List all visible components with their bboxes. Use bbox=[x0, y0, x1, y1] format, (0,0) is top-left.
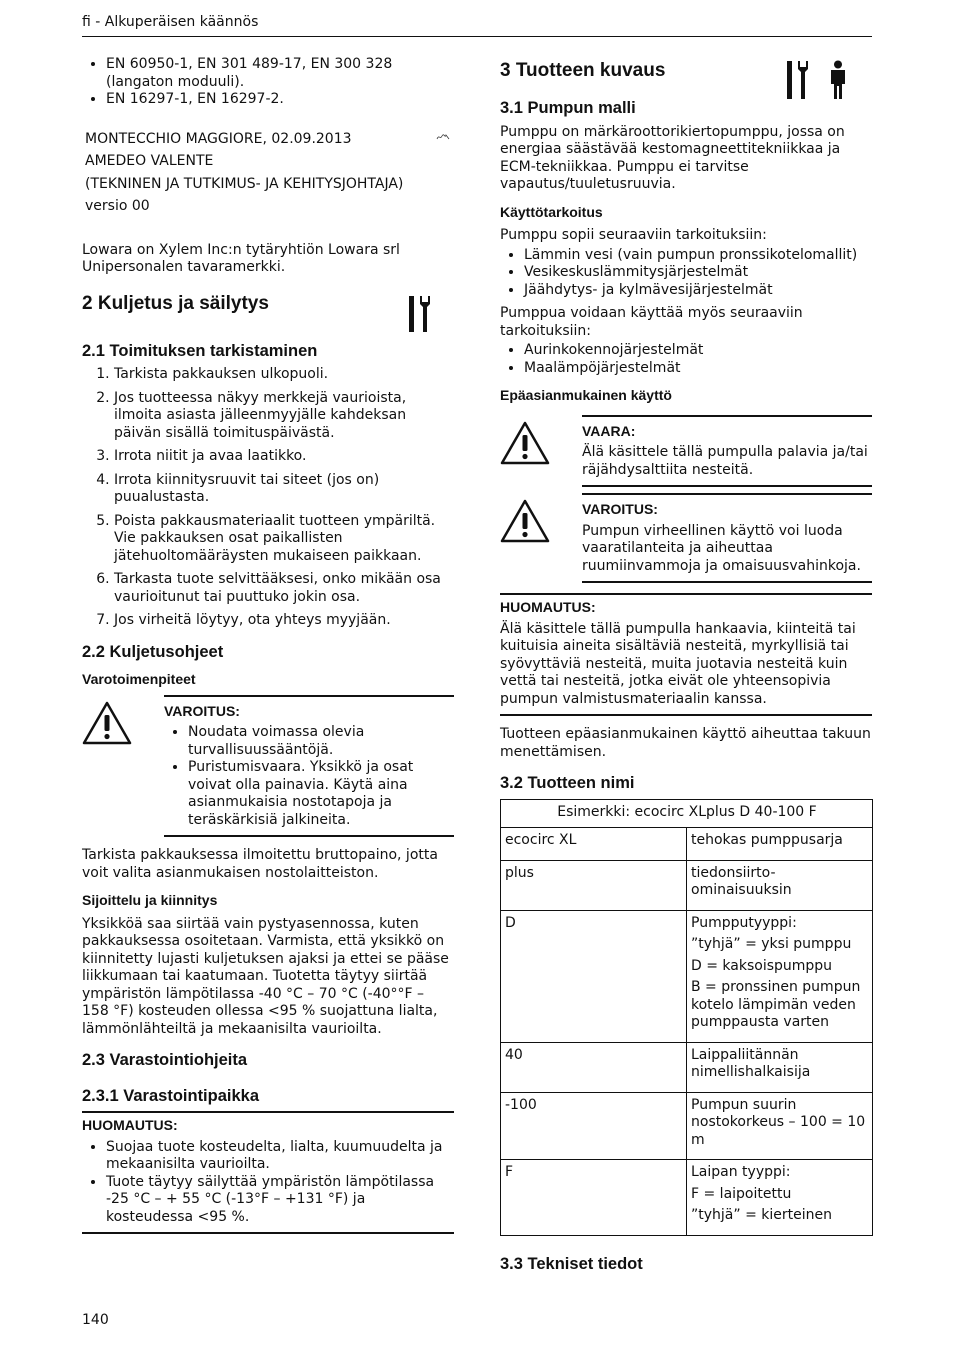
use-list bbox=[500, 247, 872, 300]
table-cell bbox=[687, 1092, 873, 1160]
subheading: Epäasianmukainen käyttö bbox=[500, 387, 672, 403]
note-box bbox=[82, 1111, 454, 1234]
inspection-steps bbox=[82, 366, 454, 630]
danger-box bbox=[500, 415, 872, 488]
cell-line: F = laipoitettu bbox=[691, 1185, 792, 1202]
table-cell: -100 bbox=[501, 1092, 687, 1160]
section-title: 2.3 Varastointiohjeita bbox=[82, 1051, 248, 1069]
tools-icon bbox=[784, 60, 810, 100]
signature-block bbox=[82, 131, 454, 216]
cell-line: Laippaliitännän nimellishalkaisija bbox=[691, 1046, 811, 1080]
signature-place-date: MONTECCHIO MAGGIORE, 02.09.2013 bbox=[85, 130, 352, 147]
cell-line: tehokas pumppusarja bbox=[691, 832, 843, 848]
table-cell: D bbox=[501, 910, 687, 1042]
warning-title: VAROITUS: bbox=[164, 702, 240, 719]
note-title: HUOMAUTUS: bbox=[500, 599, 596, 615]
cell-line: tiedonsiirto-ominaisuuksin bbox=[691, 864, 792, 898]
table-cell: F bbox=[501, 1160, 687, 1236]
table-row bbox=[501, 828, 873, 861]
list-item: 4. Irrota kiinnitysruuvit tai siteet (jos on) puualustasta. bbox=[114, 472, 454, 507]
cell-line: B = pronssinen pumpun kotelo lämpimän veden pumppausta varten bbox=[691, 979, 861, 1030]
list-item: 3. Irrota niitit ja avaa laatikko. bbox=[114, 448, 454, 466]
signature-mark-icon bbox=[436, 133, 450, 141]
section-title: 3.3 Tekniset tiedot bbox=[500, 1254, 643, 1273]
signature-version: versio 00 bbox=[85, 198, 150, 214]
warning-box bbox=[82, 695, 454, 838]
warning-text: Pumpun virheellinen käyttö voi luoda vaaratilanteita ja aiheuttaa ruumiinvammoja ja omaisuusvahinkoja. bbox=[582, 522, 861, 574]
tools-icon bbox=[406, 295, 432, 333]
table-cell: ecocirc XL bbox=[501, 828, 687, 861]
list-item: 2. Jos tuotteessa näkyy merkkejä vaurioista, ilmoita asiasta jälleenmyyjälle kahdeksan päivän sisällä toimituspäivästä. bbox=[114, 390, 454, 443]
section-title: 2.2 Kuljetusohjeet bbox=[82, 642, 224, 661]
also-list bbox=[500, 342, 872, 377]
list-item: • Puristumisvaara. Yksikkö ja osat voivat olla painavia. Käytä aina asianmukaisia nostotapoja ja teräskärkisiä jalkineita. bbox=[188, 759, 454, 829]
cell-line: Pumpun suurin nostokorkeus – 100 = 10 m bbox=[691, 1096, 866, 1148]
table-row bbox=[501, 860, 873, 910]
list-item: 5. Poista pakkausmateriaalit tuotteen ympäriltä. Vie pakkauksen osat paikallisten jätehuoltomääräysten mukaiseen paikkaan. bbox=[114, 513, 454, 566]
list-item: 7. Jos virheitä löytyy, ota yhteys myyjään. bbox=[114, 612, 454, 630]
list-item: • Lämmin vesi (vain pumpun pronssikotelomallit) bbox=[524, 247, 872, 265]
list-item: • Maalämpöjärjestelmät bbox=[524, 360, 872, 378]
table-row bbox=[501, 1160, 873, 1236]
table-cell bbox=[687, 1042, 873, 1092]
warning-triangle-icon bbox=[500, 499, 550, 543]
list-item: • Jäähdytys- ja kylmävesijärjestelmät bbox=[524, 282, 872, 300]
pump-description: Pumppu on märkäroottorikiertopumppu, jossa on energiaa säästävää kestomagneettitekniikkaa ja ECM-tekniikkaa. Pumppu ei tarvitse vapautus/tuuletusruuvia. bbox=[500, 123, 845, 192]
danger-text: Älä käsittele tällä pumpulla palavia ja/tai räjähdysalttiita nesteitä. bbox=[582, 444, 868, 478]
warning-box bbox=[500, 493, 872, 583]
section-title: 3.1 Pumpun malli bbox=[500, 99, 636, 117]
standards-list bbox=[82, 56, 454, 109]
list-item: • Tuote täytyy säilyttää ympäristön lämpötilassa -25 °C – + 55 °C (-13°F – +131 °F) ja kosteudessa <95 %. bbox=[106, 1174, 454, 1227]
cell-line: ”tyhjä” = kierteinen bbox=[691, 1207, 832, 1223]
note-box bbox=[500, 593, 872, 716]
left-column bbox=[82, 56, 454, 1244]
table-header: Esimerkki: ecocirc XLplus D 40-100 F bbox=[501, 799, 873, 828]
use-intro: Pumppu sopii seuraaviin tarkoituksiin: bbox=[500, 227, 767, 243]
warning-triangle-icon bbox=[82, 701, 132, 745]
list-item: • EN 16297-1, EN 16297-2. bbox=[106, 91, 454, 109]
cell-line: Laipan tyyppi: bbox=[691, 1164, 791, 1180]
list-item: • Suojaa tuote kosteudelta, lialta, kuumuudelta ja mekaanisilta vaurioilta. bbox=[106, 1139, 454, 1174]
product-name-table bbox=[500, 799, 873, 1236]
section-title: 2 Kuljetus ja säilytys bbox=[82, 292, 269, 314]
right-column bbox=[500, 56, 872, 1279]
section-2-heading-row bbox=[82, 292, 454, 333]
section-3-heading-row bbox=[500, 62, 872, 100]
table-cell: 40 bbox=[501, 1042, 687, 1092]
table-row bbox=[501, 910, 873, 1042]
also-intro: Pumppua voidaan käyttää myös seuraaviin tarkoituksiin: bbox=[500, 305, 803, 339]
section-title: 2.1 Toimituksen tarkistaminen bbox=[82, 341, 318, 360]
table-cell: plus bbox=[501, 860, 687, 910]
signature-name: AMEDEO VALENTE bbox=[85, 153, 214, 169]
warning-triangle-icon bbox=[500, 421, 550, 465]
list-item: 1. Tarkista pakkauksen ulkopuoli. bbox=[114, 366, 454, 384]
table-cell bbox=[687, 828, 873, 861]
cell-line: Pumpputyyppi: bbox=[691, 914, 797, 931]
subheading: Varotoimenpiteet bbox=[82, 671, 196, 687]
danger-title: VAARA: bbox=[582, 422, 636, 439]
cell-line: D = kaksoispumppu bbox=[691, 957, 833, 974]
gross-weight-text: Tarkista pakkauksessa ilmoitettu bruttopaino, jotta voit valita asianmukaisen nostolaitteiston. bbox=[82, 847, 438, 881]
table-row bbox=[501, 1092, 873, 1160]
section-title: 3.2 Tuotteen nimi bbox=[500, 774, 635, 792]
page-number: 140 bbox=[82, 1312, 109, 1328]
list-item: • Aurinkokennojärjestelmät bbox=[524, 342, 872, 360]
list-item: • EN 60950-1, EN 301 489-17, EN 300 328 (langaton moduuli). bbox=[106, 56, 454, 91]
misuse-consequence: Tuotteen epäasianmukainen käyttö aiheuttaa takuun menettämisen. bbox=[500, 726, 871, 760]
running-header: fi - Alkuperäisen käännös bbox=[82, 14, 872, 37]
signature-role: (TEKNINEN JA TUTKIMUS- JA KEHITYSJOHTAJA) bbox=[85, 175, 404, 192]
section-title: 3 Tuotteen kuvaus bbox=[500, 60, 666, 81]
table-cell bbox=[687, 860, 873, 910]
cell-line: ”tyhjä” = yksi pumppu bbox=[691, 936, 852, 952]
subheading: Sijoittelu ja kiinnitys bbox=[82, 892, 218, 908]
note-text: Älä käsittele tällä pumpulla hankaavia, kiinteitä tai kuituisia aineita sisältäviä nesteitä, myrkyllisiä tai syövyttäviä nesteitä, muita juotavia nesteitä kuin vettä tai nesteitä, jotka eivät ole yhteensopivia pumpun valmistusmateriaalin kanssa. bbox=[500, 620, 856, 707]
list-item: 6. Tarkasta tuote selvittääksesi, onko mikään osa vaurioitunut tai puuttuko jokin osa. bbox=[114, 571, 454, 606]
trademark-text: Lowara on Xylem Inc:n tytäryhtiön Lowara srl Unipersonalen tavaramerkki. bbox=[82, 241, 400, 275]
note-title: HUOMAUTUS: bbox=[82, 1117, 178, 1133]
warning-title: VAROITUS: bbox=[582, 501, 658, 517]
person-icon bbox=[828, 60, 848, 100]
list-item: • Noudata voimassa olevia turvallisuussääntöjä. bbox=[188, 724, 454, 759]
section-title: 2.3.1 Varastointipaikka bbox=[82, 1086, 260, 1105]
subheading: Käyttötarkoitus bbox=[500, 203, 603, 220]
table-row bbox=[501, 1042, 873, 1092]
list-item: • Vesikeskuslämmitysjärjestelmät bbox=[524, 264, 872, 282]
placement-text: Yksikköä saa siirtää vain pystyasennossa, kuten pakkauksessa osoitetaan. Varmista, että yksikkö on kiinnitetty lujasti kuljetuksen ajaksi ja ettei se pääse liikkumaan tai kaatumaan. Tuotetta täytyy siirtää ympäristön lämpötilassa -40 °C – 70 °C (-40°°F – 158 °F) kosteuden ollessa <95 % suojattuna lialta, lämmönlähteiltä ja mekaanisilta vaurioilta. bbox=[82, 915, 449, 1037]
table-cell bbox=[687, 910, 873, 1042]
table-cell bbox=[687, 1160, 873, 1236]
